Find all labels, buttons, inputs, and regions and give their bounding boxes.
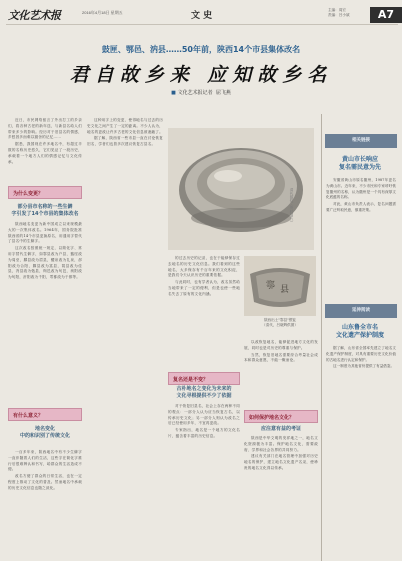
caption-line: 陕西出土"鄠县"银锭	[263, 318, 297, 322]
article-column-2	[87, 118, 163, 149]
sidebar-paragraph: 安徽省黄山市原名徽州，1987年更名为黄山市。近年来，不少市民和专家呼吁恢复徽州的名称，认为徽州是一个具有深厚文化底蕴的名称。	[326, 178, 396, 200]
intro-paragraph: 近日，市民网络留言了外出打工的乡亲们，将各种古老的新年送，与新县名给人们带来多少的影响。经历对于旧县名的情感，乡愁因多而难以割舍的记忆……	[8, 118, 82, 140]
body-paragraph: 建议有关部门在地名管理中加强对历史地名的保护，建立地名文化遗产名录，使珍贵的地名文化得以传承。	[244, 454, 318, 470]
body-paragraph: 对于恢复旧县名，社会上存在两种不同的观点：一部分人认为应当恢复古名，以传承历史文化；另一部分人则认为改名之后已经使用多年，不宜再更改。	[168, 404, 240, 426]
body-paragraph: 改名方便了群众的日常生活，也在一定程度上推动了文化的普及。然而地名中承载的历史文化信息也随之淡化。	[8, 474, 82, 490]
body-paragraph: 陕西地名变更为新中国成立以来规模最大的一次集体改名。1964年，国务院批准陕西省的14个市县更换原名，用通用字替代了县名中的生僻字。	[8, 222, 82, 244]
sidebar-title-line: 文化遗产保护制度	[335, 332, 384, 339]
subheading-line: 字引发了14个市县的集体改名	[11, 211, 79, 217]
sidebar-box-extended: 延伸阅读	[325, 304, 397, 318]
subheading-line: 部分县市名称的一些生僻	[17, 204, 73, 210]
section-editor: 责编：吕小斌	[328, 13, 350, 17]
article-kicker: 鼓匣、鄂邑、汭县……50年前，陕西14个市县集体改名	[101, 45, 301, 54]
section-heading-restore: 复名还是不变？	[168, 372, 240, 385]
caption-line: （清代，吕晓辉供图）	[262, 323, 298, 327]
section-heading-meaning: 有什么意义？	[8, 408, 82, 421]
chief-editor: 主编：周宏	[328, 8, 346, 12]
subheading-line: 地名变化	[34, 426, 55, 432]
svg-text:县: 县	[280, 285, 290, 295]
body-paragraph: 以改恢复地名，能够促进地方文化的发展，同时也是对历史的尊重与保护。	[244, 340, 318, 350]
body-paragraph: 据了解，陕西省一些市县一直在讨论恢复旧名，学者们也曾多次建议恢复古县名。	[87, 136, 163, 147]
section-heading-why: 为什么变更？	[8, 186, 82, 199]
section-body-why	[8, 222, 82, 282]
sidebar-title-huangshan	[321, 156, 399, 172]
sidebar-text-huangshan	[326, 178, 396, 215]
newspaper-logo: 文化艺术报	[8, 9, 61, 22]
photo2-caption	[240, 318, 320, 328]
body-paragraph: 的过去历史的记录，也在于能够保存过去地名的历史文化信息。我们看到的这些地名，大多保存有千百年来的文化积淀，是我们今天认识历史的重要依据。	[168, 256, 240, 278]
section-body-protect	[244, 436, 318, 473]
body-paragraph: 这次改名按照统一规定，以简化字、常用字替代生僻字，如鄠县改为户县，盩厔改为周至，郿县改为眉县，醴泉改为礼泉，郃阳改为合阳，鄜县改为富县，葭县改为佳县，沔县改为勉县，栒邑改为旬邑，洵阳改为旬阳，汧阳改为千阳，雩都改为于都等。	[8, 246, 82, 280]
body-paragraph: 当然，恢复旧地名需要综合考量社会成本和群众意愿，不能一概而论。	[244, 352, 318, 363]
subheading-line: 中的和识别了传统文化	[19, 433, 70, 439]
intro-paragraph: 据悉，我国现在许多地名中，有超过半数的名称历史悠久，它们见证了一段历史，承载着一个地方人们的情感记忆与文化传承。	[8, 142, 82, 164]
article-column-3	[168, 256, 240, 299]
section-body-restore	[168, 404, 240, 441]
body-paragraph: 一百多年来，陕西地名中有不少生僻字一直伴随着人们的生活，这些字在简化字推行后很难辨认和书写，给群众的生活造成不便。	[8, 450, 82, 472]
photo-caption: 清代银锭（资料图片）	[290, 188, 294, 224]
sidebar-box-related: 相关链接	[325, 134, 397, 148]
article-headline: 君自故乡来 应知故乡名	[69, 64, 333, 86]
body-paragraph: 这种用字上的变更，使得地名与过去的历史文化之间产生了一定的距离。不少人认为，地名的更改让许多古老的文化信息被遮蔽了。	[87, 118, 163, 134]
sidebar-paragraph: 对此，黄山市负责人表示，复名问题需要广泛听取民意，慎重决策。	[326, 202, 396, 212]
subheading-line: 文化寻根提供不少了依据	[176, 393, 232, 399]
page-number: A7	[370, 7, 402, 23]
body-paragraph: 陕西是中华文明的发祥地之一，地名文化资源极为丰富。保护地名文化，需要政府、学界和社会各界的共同努力。	[244, 436, 318, 452]
body-paragraph: 与此同时，也有学者认为，改名虽然给当地带来了一定的便利，但是也使一些地名失去了原有的文化内涵。	[168, 280, 240, 296]
section-heading-protect: 如何保护地名文化？	[244, 410, 318, 423]
section-body-meaning	[8, 450, 82, 493]
sidebar-paragraph: 这一制度为其他省份提供了有益借鉴。	[333, 364, 395, 369]
section-subheading-protect: 应注意有益的考证	[260, 426, 301, 432]
article-column-4	[244, 340, 318, 365]
subheading-line: 古朴地名之变化为未来的	[176, 386, 232, 392]
issue-date: 2016年4月18日 星期五	[82, 10, 123, 15]
byline-name: 屈飞燕	[215, 90, 231, 96]
sidebar-title-line: 山东鲁全市名	[341, 324, 378, 331]
sidebar-text-shandong	[326, 346, 396, 371]
inscribed-ingot-illustration	[244, 256, 316, 316]
article-intro	[8, 118, 82, 166]
sidebar-paragraph: 据了解，山东省全国率先建立了地名文化遗产保护制度，对具有重要历史文化价值的古地名进行认定和保护。	[326, 346, 396, 362]
section-subheading-meaning	[8, 426, 82, 440]
svg-text:鄠: 鄠	[266, 281, 276, 291]
sidebar-title-line: 复名需民意为先	[338, 164, 381, 171]
byline-bullet-icon: ■	[171, 90, 178, 96]
byline-label: 文化艺术报记者	[177, 90, 213, 96]
section-title: 文 史	[191, 11, 213, 21]
inscribed-ingot-photo	[244, 256, 316, 316]
masthead	[6, 5, 398, 25]
section-subheading-why	[8, 204, 82, 218]
sidebar-title-line: 黄山市长响应	[341, 156, 378, 163]
section-subheading-restore	[168, 386, 240, 400]
sidebar-title-shandong	[321, 324, 399, 340]
article-byline	[0, 89, 402, 96]
body-paragraph: 专家指出，地名是一个地方的文化名片，蕴含着丰富的历史信息。	[168, 428, 240, 438]
editors-credit	[328, 8, 350, 18]
